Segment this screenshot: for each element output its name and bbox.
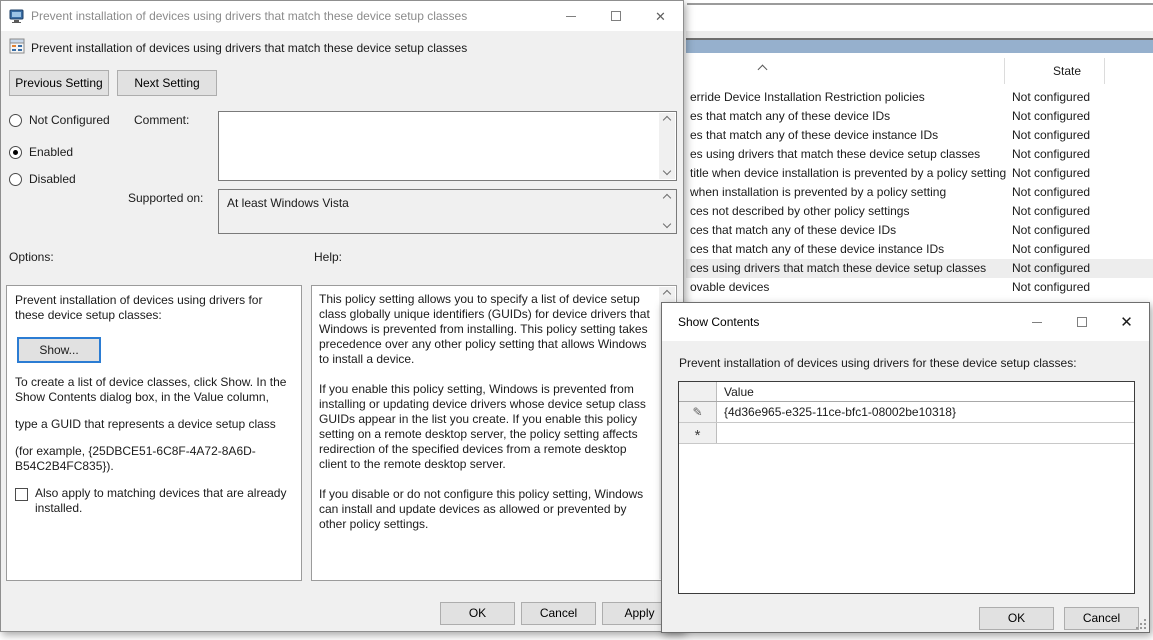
help-panel: [311, 285, 677, 581]
policy-dialog-icon: [9, 8, 25, 24]
main-dialog-title: Prevent installation of devices using drivers that match these device setup classes: [31, 9, 468, 23]
minimize-icon: [1032, 322, 1042, 323]
main-dialog-titlebar[interactable]: [1, 1, 683, 31]
radio-circle: [9, 146, 22, 159]
supported-scrollbar[interactable]: [659, 191, 675, 232]
policy-list-row[interactable]: [686, 278, 1153, 297]
supported-on-field[interactable]: [218, 189, 677, 234]
radio-circle: [9, 173, 22, 186]
previous-setting-button[interactable]: Previous Setting: [9, 70, 109, 96]
policy-state: Not configured: [1012, 185, 1091, 199]
also-apply-checkbox[interactable]: [15, 488, 28, 501]
background-toolbar-band: [686, 31, 1153, 38]
maximize-button[interactable]: [593, 1, 638, 31]
new-row-asterisk-icon: *: [694, 427, 701, 444]
radio-enabled[interactable]: [9, 145, 73, 159]
supported-on-label: Supported on:: [128, 191, 204, 205]
policy-state: Not configured: [1012, 109, 1091, 123]
value-cell[interactable]: [717, 423, 1134, 443]
policy-name: ovable devices: [690, 280, 770, 294]
close-icon: ✕: [1120, 313, 1133, 331]
policy-list-row[interactable]: [686, 164, 1153, 183]
policy-name: ces that match any of these device instance IDs: [690, 242, 945, 256]
row-header-cell: [679, 402, 717, 422]
policy-header-icon: [9, 38, 25, 54]
scroll-down-icon[interactable]: [663, 222, 672, 229]
background-window-top-border: [687, 3, 1153, 5]
policy-list-row[interactable]: [686, 88, 1153, 107]
policy-list-row[interactable]: [686, 202, 1153, 221]
options-instructions-1: To create a list of device classes, click Show. In the Show Contents dialog box, in the Value column,: [15, 375, 287, 404]
background-blue-header-band: [686, 40, 1153, 53]
radio-not-configured[interactable]: [9, 113, 110, 127]
policy-list-row[interactable]: [686, 183, 1153, 202]
values-table-header: [679, 382, 1134, 402]
ok-button[interactable]: OK: [440, 602, 515, 625]
policy-list-row[interactable]: [686, 259, 1153, 278]
policy-state: Not configured: [1012, 204, 1091, 218]
policy-name: title when device installation is prevented by a policy setting: [690, 166, 1007, 180]
row-header-cell: [679, 423, 717, 443]
show-contents-titlebar[interactable]: [662, 303, 1149, 341]
maximize-icon: [611, 11, 621, 21]
scroll-down-icon[interactable]: [663, 169, 672, 176]
column-separator[interactable]: [1104, 58, 1105, 84]
policy-list-row[interactable]: [686, 107, 1153, 126]
ok-button[interactable]: OK: [979, 607, 1054, 630]
policy-list-row[interactable]: [686, 145, 1153, 164]
close-button[interactable]: [638, 1, 683, 31]
help-label: Help:: [314, 250, 343, 264]
radio-disabled[interactable]: [9, 172, 76, 186]
options-instructions-2: type a GUID that represents a device setup class: [15, 417, 276, 431]
state-column-header[interactable]: State: [1052, 64, 1082, 78]
help-paragraph: If you enable this policy setting, Windows is prevented from installing or updating device drivers whose device setup class GUIDs appear in the list you create. If you enable this policy setting on a remote desktop server, the policy setting affects redirection of the specified devices from a remote desktop client to the remote desktop server.: [319, 382, 646, 471]
value-column-header[interactable]: Value: [724, 385, 754, 399]
maximize-icon: [1077, 317, 1087, 327]
radio-circle: [9, 114, 22, 127]
policy-state: Not configured: [1012, 261, 1091, 275]
also-apply-checkbox-row[interactable]: [15, 486, 293, 516]
policy-name: ces not described by other policy settings: [690, 204, 910, 218]
policy-name: ces that match any of these device IDs: [690, 223, 897, 237]
minimize-button[interactable]: [548, 1, 593, 31]
values-table: [678, 381, 1135, 594]
new-value-row[interactable]: [679, 423, 1134, 444]
minimize-button[interactable]: [1014, 303, 1059, 341]
cancel-button[interactable]: Cancel: [521, 602, 596, 625]
close-button[interactable]: [1104, 303, 1149, 341]
scroll-up-icon[interactable]: [663, 194, 672, 201]
value-row[interactable]: [679, 402, 1134, 423]
policy-state: Not configured: [1012, 128, 1091, 142]
comment-label: Comment:: [134, 113, 190, 127]
maximize-button[interactable]: [1059, 303, 1104, 341]
options-panel: [6, 285, 302, 581]
radio-label: Enabled: [29, 145, 74, 159]
next-setting-button[interactable]: Next Setting: [117, 70, 217, 96]
comment-textarea[interactable]: [218, 111, 677, 181]
apply-button[interactable]: Apply: [602, 602, 677, 625]
row-header-cell: [679, 382, 717, 401]
policy-name: ces using drivers that match these device setup classes: [690, 261, 987, 275]
supported-on-value: At least Windows Vista: [227, 196, 349, 210]
policy-state: Not configured: [1012, 280, 1091, 294]
cancel-button[interactable]: Cancel: [1064, 607, 1139, 630]
help-paragraph: This policy setting allows you to specify a list of device setup class globally unique identifiers (GUIDs) for device drivers that Windows is prevented from installing. This policy setting takes precedence over any other policy setting that allows Windows to install a device.: [319, 292, 650, 366]
help-paragraph: If you disable or do not configure this policy setting, Windows can install and update devices as allowed or prevented by other policy settings.: [319, 487, 644, 531]
policy-state: Not configured: [1012, 223, 1091, 237]
policy-list-row[interactable]: [686, 126, 1153, 145]
also-apply-checkbox-label: Also apply to matching devices that are already installed.: [35, 486, 287, 515]
comment-scrollbar[interactable]: [659, 113, 675, 179]
policy-name: erride Device Installation Restriction policies: [690, 90, 925, 104]
policy-name: es that match any of these device IDs: [690, 109, 891, 123]
scroll-up-icon[interactable]: [663, 116, 672, 123]
policy-state: Not configured: [1012, 147, 1091, 161]
options-label: Options:: [9, 250, 54, 264]
policy-name: es that match any of these device instance IDs: [690, 128, 939, 142]
options-instructions-3: (for example, {25DBCE51-6C8F-4A72-8A6D-B54C2B4FC835}).: [15, 444, 256, 473]
policy-state: Not configured: [1012, 166, 1091, 180]
radio-label: Not Configured: [29, 113, 110, 127]
policy-list-row[interactable]: [686, 240, 1153, 259]
column-separator[interactable]: [1004, 58, 1005, 84]
policy-state: Not configured: [1012, 90, 1091, 104]
scroll-up-icon[interactable]: [663, 290, 672, 297]
resize-grip[interactable]: [1135, 618, 1147, 630]
show-contents-label: Prevent installation of devices using drivers for these device setup classes:: [679, 356, 1077, 370]
policy-name: es using drivers that match these device setup classes: [690, 147, 981, 161]
policy-state: Not configured: [1012, 242, 1091, 256]
sort-ascending-icon[interactable]: [758, 64, 767, 73]
show-contents-dialog: [661, 302, 1150, 633]
policy-list-row[interactable]: [686, 221, 1153, 240]
show-button[interactable]: Show...: [17, 337, 101, 363]
close-icon: ✕: [655, 8, 666, 24]
value-cell[interactable]: {4d36e965-e325-11ce-bfc1-08002be10318}: [724, 405, 956, 419]
policy-name: when installation is prevented by a policy setting: [690, 185, 947, 199]
show-contents-title: Show Contents: [678, 315, 760, 329]
policy-header-title: Prevent installation of devices using drivers that match these device setup classes: [31, 41, 468, 55]
minimize-icon: [566, 16, 576, 17]
options-intro-text: Prevent installation of devices using drivers for these device setup classes:: [15, 293, 263, 322]
pencil-edit-icon: ✎: [692, 405, 703, 419]
radio-label: Disabled: [29, 172, 76, 186]
